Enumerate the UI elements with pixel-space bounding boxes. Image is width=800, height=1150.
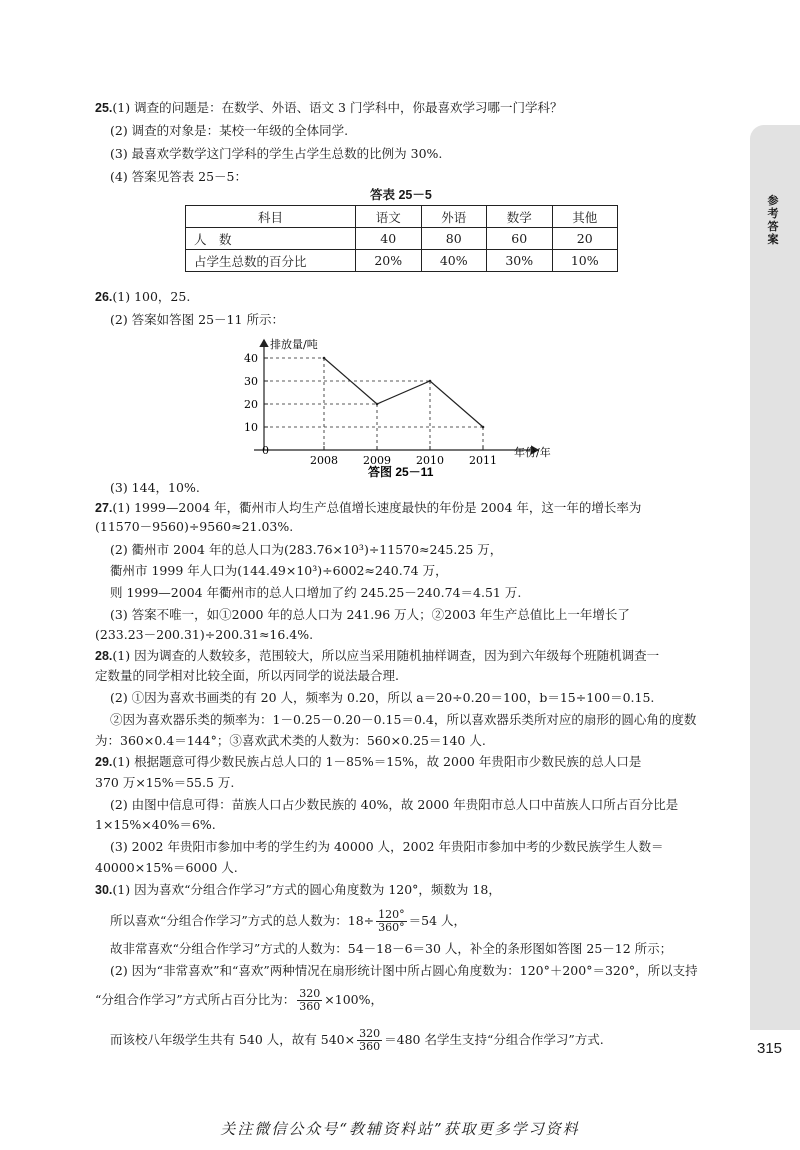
q28-line-2: 定数量的同学相对比较全面，所以丙同学的说法最合理. bbox=[95, 668, 399, 683]
q26-line-2: (2) 答案如答图 25－11 所示： bbox=[110, 312, 284, 327]
y-tick-label: 20 bbox=[244, 398, 258, 411]
q28-line-1: 28.(1) 因为调查的人数较多，范围较大，所以应当采用随机抽样调查，因为到六年级每个班随机调查一 bbox=[95, 648, 660, 663]
q29-number: 29. bbox=[95, 755, 113, 769]
table-cell: 人 数 bbox=[186, 228, 356, 250]
q27-line-4: 衢州市 1999 年人口为(144.49×10³)÷6002≈240.74 万， bbox=[110, 563, 448, 578]
q29-line-4: 1×15%×40%＝6%. bbox=[95, 817, 216, 832]
fraction: $\frac{120^\circ}{360^\circ}$ bbox=[378, 908, 405, 934]
table-header-cell: 科目 bbox=[186, 206, 356, 228]
q25-number: 25. bbox=[95, 101, 113, 115]
fraction: $\frac{320}{360}$ bbox=[359, 1027, 381, 1053]
x-tick-label: 2010 bbox=[416, 454, 444, 467]
q29-line-5: (3) 2002 年贵阳市参加中考的学生约为 40000 人，2002 年贵阳市参加中考的少数民族学生人数＝ bbox=[110, 839, 664, 854]
table-header-cell: 数学 bbox=[487, 206, 553, 228]
table-header-cell: 外语 bbox=[421, 206, 487, 228]
table-cell: 占学生总数的百分比 bbox=[186, 250, 356, 272]
q27-line-7: (233.23－200.31)÷200.31≈16.4%. bbox=[95, 627, 314, 642]
q29-line-3: (2) 由图中信息可得：苗族人口占少数民族的 40%，故 2000 年贵阳市总人口中苗族人口所占百分比是 bbox=[110, 797, 679, 812]
line-chart bbox=[240, 332, 560, 480]
answer-table bbox=[185, 205, 618, 272]
q25-line-3: (3) 最喜欢学数学这门学科的学生占学生总数的比例为 30%. bbox=[110, 146, 443, 161]
table-cell: 20 bbox=[552, 228, 618, 250]
page-number: 315 bbox=[757, 1040, 783, 1057]
table-row bbox=[186, 250, 618, 272]
q25-line-4: (4) 答案见答表 25－5： bbox=[110, 169, 248, 184]
side-tab bbox=[750, 125, 800, 1030]
q29-line-6: 40000×15%＝6000 人. bbox=[95, 860, 238, 875]
q30-line-5: “分组合作学习”方式所占百分比为： $\frac{320}{360}$ ×100%， bbox=[95, 987, 384, 1013]
y-tick-label: 10 bbox=[244, 421, 258, 434]
footer-watermark: 关注微信公众号“教辅资料站”获取更多学习资料 bbox=[220, 1120, 580, 1138]
table-header-cell: 语文 bbox=[356, 206, 422, 228]
q26-line-1: 26.(1) 100，25. bbox=[95, 289, 191, 304]
table-caption: 答表 25－5 bbox=[370, 188, 432, 202]
q27-number: 27. bbox=[95, 501, 113, 515]
table-cell: 40% bbox=[421, 250, 487, 272]
table-cell: 10% bbox=[552, 250, 618, 272]
q28-line-3: (2) ①因为喜欢书画类的有 20 人，频率为 0.20，所以 a＝20÷0.20＝100，b＝15÷100＝0.15. bbox=[110, 690, 655, 705]
table-cell: 60 bbox=[487, 228, 553, 250]
table-row bbox=[186, 228, 618, 250]
x-tick-label: 2009 bbox=[363, 454, 391, 467]
q27-line-2: (11570－9560)÷9560≈21.03%. bbox=[95, 519, 294, 534]
table-cell: 30% bbox=[487, 250, 553, 272]
q30-line-3: 故非常喜欢“分组合作学习”方式的人数为：54－18－6＝30 人，补全的条形图如答图 25－12 所示； bbox=[110, 941, 673, 956]
side-tab-label: 参考答案 bbox=[767, 195, 779, 246]
q30-line-4: (2) 因为“非常喜欢”和“喜欢”两种情况在扇形统计图中所占圆心角度数为：120°＋200°＝320°，所以支持 bbox=[110, 963, 698, 978]
x-tick-label: 2008 bbox=[310, 454, 338, 467]
q26-number: 26. bbox=[95, 290, 113, 304]
q25-line-1: 25.(1) 调查的问题是：在数学、外语、语文 3 门学科中，你最喜欢学习哪一门学科？ bbox=[95, 100, 563, 115]
table-cell: 20% bbox=[356, 250, 422, 272]
x-tick-label: 2011 bbox=[469, 454, 497, 467]
q29-line-2: 370 万×15%＝55.5 万. bbox=[95, 775, 235, 790]
table-cell: 40 bbox=[356, 228, 422, 250]
q27-line-1: 27.(1) 1999—2004 年，衢州市人均生产总值增长速度最快的年份是 2004 年，这一年的增长率为 bbox=[95, 500, 642, 515]
q27-line-6: (3) 答案不唯一，如①2000 年的总人口为 241.96 万人；②2003 年生产总值比上一年增长了 bbox=[110, 607, 630, 622]
q30-number: 30. bbox=[95, 883, 113, 897]
y-tick-label: 30 bbox=[244, 375, 258, 388]
table-header-cell: 其他 bbox=[552, 206, 618, 228]
q28-line-5: 为：360×0.4＝144°；③喜欢武术类的人数为：560×0.25＝140 人. bbox=[95, 733, 486, 748]
fraction: $\frac{320}{360}$ bbox=[299, 987, 321, 1013]
origin-label: 0 bbox=[262, 444, 269, 457]
q30-line-6: 而该校八年级学生共有 540 人，故有 540× $\frac{320}{360}$ ＝480 名学生支持“分组合作学习”方式. bbox=[110, 1027, 604, 1053]
q29-line-1: 29.(1) 根据题意可得少数民族占总人口的 1－85%＝15%，故 2000 年贵阳市少数民族的总人口是 bbox=[95, 754, 642, 769]
chart-caption: 答图 25－11 bbox=[368, 465, 434, 479]
q30-line-1: 30.(1) 因为喜欢“分组合作学习”方式的圆心角度数为 120°，频数为 18， bbox=[95, 882, 501, 897]
q25-line-2: (2) 调查的对象是：某校一年级的全体同学. bbox=[110, 123, 349, 138]
table-header-row bbox=[186, 206, 618, 228]
series-line bbox=[324, 358, 483, 427]
q26-line-3: (3) 144，10%. bbox=[110, 480, 200, 495]
q28-number: 28. bbox=[95, 649, 113, 663]
q27-line-5: 则 1999—2004 年衢州市的总人口增加了约 245.25－240.74＝4.51 万. bbox=[110, 585, 522, 600]
x-axis-label: 年份/年 bbox=[514, 446, 551, 459]
table-cell: 80 bbox=[421, 228, 487, 250]
q30-line-2: 所以喜欢“分组合作学习”方式的总人数为：18÷ $\frac{120^\circ}{360^\circ}$ ＝54 人， bbox=[110, 908, 467, 934]
y-tick-label: 40 bbox=[244, 352, 258, 365]
q28-line-4: ②因为喜欢器乐类的频率为：1－0.25－0.20－0.15＝0.4，所以喜欢器乐类所对应的扇形的圆心角的度数 bbox=[110, 712, 697, 727]
y-axis-label: 排放量/吨 bbox=[270, 338, 318, 351]
q27-line-3: (2) 衢州市 2004 年的总人口为(283.76×10³)÷11570≈245.25 万， bbox=[110, 542, 503, 557]
